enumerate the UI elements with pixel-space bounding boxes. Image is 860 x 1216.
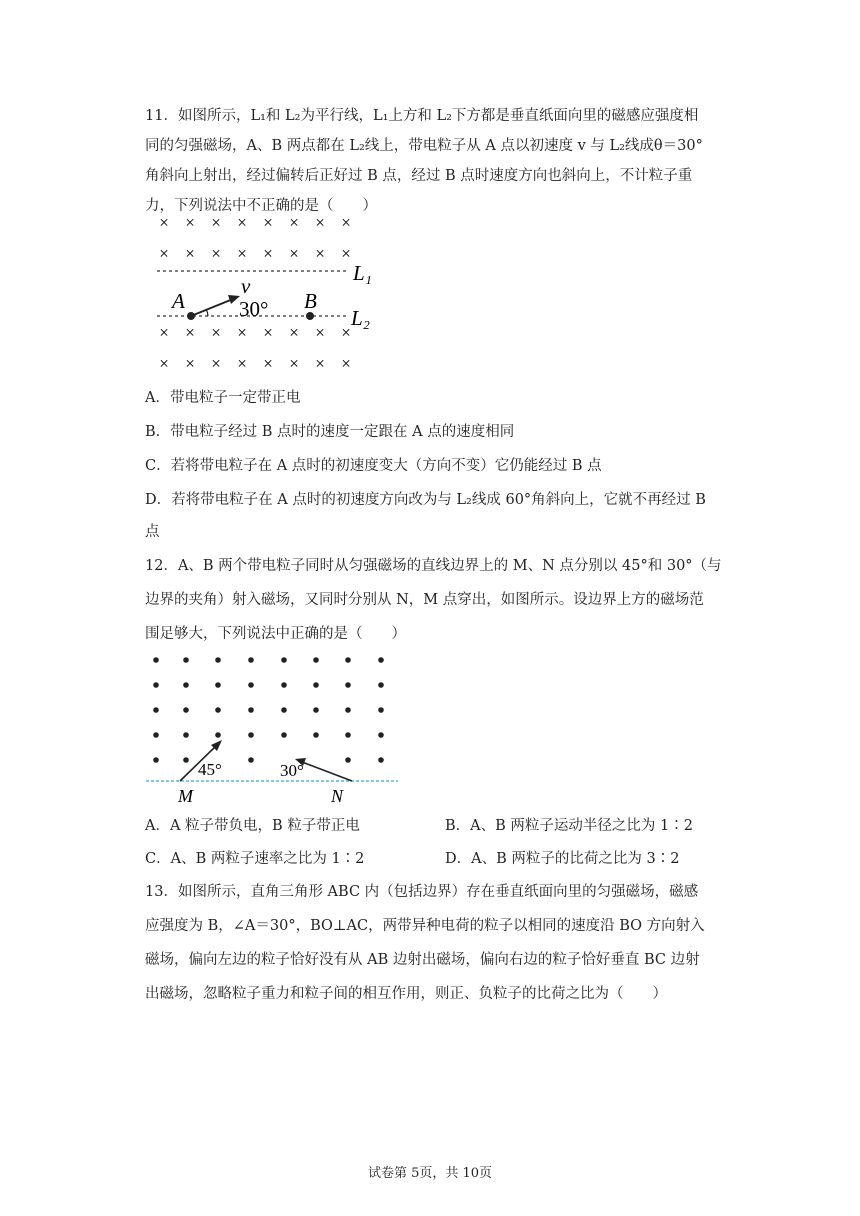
field-dot <box>313 707 319 713</box>
field-x-mark: × <box>159 323 169 342</box>
field-dot <box>215 657 221 663</box>
field-x-mark: × <box>263 354 273 373</box>
field-x-mark: × <box>237 323 247 342</box>
field-dot <box>215 707 221 713</box>
q12-field-dots <box>153 657 384 763</box>
field-dot <box>183 707 189 713</box>
field-dot <box>378 657 384 663</box>
field-dot <box>378 707 384 713</box>
field-dot <box>281 732 287 738</box>
q12-label-30: 30° <box>280 761 304 780</box>
q11-option-a: A．带电粒子一定带正电 <box>145 390 301 406</box>
q12-option-a: A．A 粒子带负电，B 粒子带正电 <box>145 818 360 834</box>
q11-label-angle: 30° <box>239 297 269 321</box>
q12-label-M: M <box>178 786 193 806</box>
q11-label-B: B <box>304 289 317 313</box>
field-x-mark: × <box>211 244 221 263</box>
q11-label-L1: L₁ <box>353 261 372 285</box>
q11-option-c: C．若将带电粒子在 A 点时的初速度变大（方向不变）它仍能经过 B 点 <box>145 458 602 474</box>
field-x-mark: × <box>289 354 299 373</box>
field-x-mark: × <box>289 213 299 232</box>
field-x-mark: × <box>289 244 299 263</box>
field-x-mark: × <box>237 213 247 232</box>
q11-figure <box>145 205 385 380</box>
field-dot <box>215 732 221 738</box>
field-dot <box>378 682 384 688</box>
q13-stem-line-3: 磁场，偏向左边的粒子恰好没有从 AB 边射出磁场，偏向右边的粒子恰好垂直 BC 边射 <box>145 952 700 968</box>
field-x-mark: × <box>341 354 351 373</box>
field-dot <box>248 657 254 663</box>
field-dot <box>248 707 254 713</box>
field-x-mark: × <box>159 244 169 263</box>
field-dot <box>183 682 189 688</box>
field-x-mark: × <box>315 213 325 232</box>
q12-option-c: C．A、B 两粒子速率之比为 1∶2 <box>145 851 365 867</box>
field-x-mark: × <box>315 354 325 373</box>
q11-velocity-arrow <box>191 299 233 316</box>
q13-stem-line-1: 13．如图所示，直角三角形 ABC 内（包括边界）存在垂直纸面向里的匀强磁场，磁感 <box>145 884 699 900</box>
field-dot <box>183 657 189 663</box>
field-x-mark: × <box>211 354 221 373</box>
field-x-mark: × <box>263 213 273 232</box>
field-dot <box>281 707 287 713</box>
q12-option-b: B．A、B 两粒子运动半径之比为 1∶2 <box>445 818 693 834</box>
field-dot <box>345 657 351 663</box>
field-dot <box>313 732 319 738</box>
q11-field-top <box>159 213 351 263</box>
field-x-mark: × <box>263 244 273 263</box>
q12-arrow-N <box>302 762 352 781</box>
field-dot <box>281 682 287 688</box>
q12-label-45: 45° <box>198 760 222 779</box>
q12-label-N: N <box>331 786 344 806</box>
field-dot <box>215 682 221 688</box>
q11-option-d: D．若将带电粒子在 A 点时的初速度方向改为与 L₂线成 60°角斜向上，它就不再经过 B <box>145 492 706 508</box>
field-x-mark: × <box>185 354 195 373</box>
field-dot <box>281 657 287 663</box>
field-x-mark: × <box>185 323 195 342</box>
q11-stem-line-3: 角斜向上射出，经过偏转后正好过 B 点，经过 B 点时速度方向也斜向上，不计粒子重 <box>145 168 693 184</box>
field-x-mark: × <box>263 323 273 342</box>
field-x-mark: × <box>315 244 325 263</box>
q11-point-B <box>306 312 314 320</box>
q11-label-A: A <box>172 289 185 313</box>
field-dot <box>345 757 351 763</box>
field-dot <box>153 682 159 688</box>
field-x-mark: × <box>341 213 351 232</box>
field-dot <box>153 707 159 713</box>
q11-option-d-cont: 点 <box>145 524 160 540</box>
q11-field-bottom <box>159 323 351 373</box>
field-x-mark: × <box>185 213 195 232</box>
field-dot <box>183 732 189 738</box>
q11-stem-line-1: 11．如图所示，L₁和 L₂为平行线，L₁上方和 L₂下方都是垂直纸面向里的磁感应强度相 <box>145 108 699 124</box>
field-dot <box>378 732 384 738</box>
q11-stem-line-4: 力，下列说法中不正确的是（ ） <box>145 198 377 214</box>
q12-option-d: D．A、B 两粒子的比荷之比为 3∶2 <box>445 851 680 867</box>
field-x-mark: × <box>237 244 247 263</box>
field-x-mark: × <box>211 323 221 342</box>
q12-stem-line-1: 12．A、B 两个带电粒子同时从匀强磁场的直线边界上的 M、N 点分别以 45°和 30°（与 <box>145 558 722 574</box>
page-footer: 试卷第 5页，共 10页 <box>367 1166 493 1181</box>
field-dot <box>313 682 319 688</box>
q11-option-b: B．带电粒子经过 B 点时的速度一定跟在 A 点的速度相同 <box>145 424 515 440</box>
field-dot <box>248 732 254 738</box>
field-dot <box>153 657 159 663</box>
field-x-mark: × <box>159 213 169 232</box>
q11-stem-line-2: 同的匀强磁场，A、B 两点都在 L₂线上，带电粒子从 A 点以初速度 v 与 L₂线成θ＝30° <box>145 138 703 154</box>
field-x-mark: × <box>289 323 299 342</box>
field-dot <box>153 757 159 763</box>
q12-figure <box>140 645 405 810</box>
field-dot <box>313 657 319 663</box>
field-dot <box>248 757 254 763</box>
q12-stem-line-3: 围足够大，下列说法中正确的是（ ） <box>145 626 406 642</box>
field-x-mark: × <box>211 213 221 232</box>
field-dot <box>345 707 351 713</box>
q13-stem-line-4: 出磁场，忽略粒子重力和粒子间的相互作用，则正、负粒子的比荷之比为（ ） <box>145 986 667 1002</box>
field-dot <box>183 757 189 763</box>
field-x-mark: × <box>341 323 351 342</box>
field-x-mark: × <box>185 244 195 263</box>
field-x-mark: × <box>237 354 247 373</box>
field-x-mark: × <box>341 244 351 263</box>
q12-stem-line-2: 边界的夹角）射入磁场，又同时分别从 N，M 点穿出，如图所示。设边界上方的磁场范 <box>145 592 704 608</box>
field-dot <box>378 757 384 763</box>
q11-label-L2: L₂ <box>351 306 370 330</box>
field-x-mark: × <box>159 354 169 373</box>
field-dot <box>153 732 159 738</box>
field-x-mark: × <box>315 323 325 342</box>
q13-stem-line-2: 应强度为 B，∠A＝30°，BO⊥AC，两带异种电荷的粒子以相同的速度沿 BO 方向射入 <box>145 918 705 934</box>
field-dot <box>345 682 351 688</box>
field-dot <box>345 732 351 738</box>
field-dot <box>248 682 254 688</box>
q11-label-v: v <box>241 274 251 298</box>
